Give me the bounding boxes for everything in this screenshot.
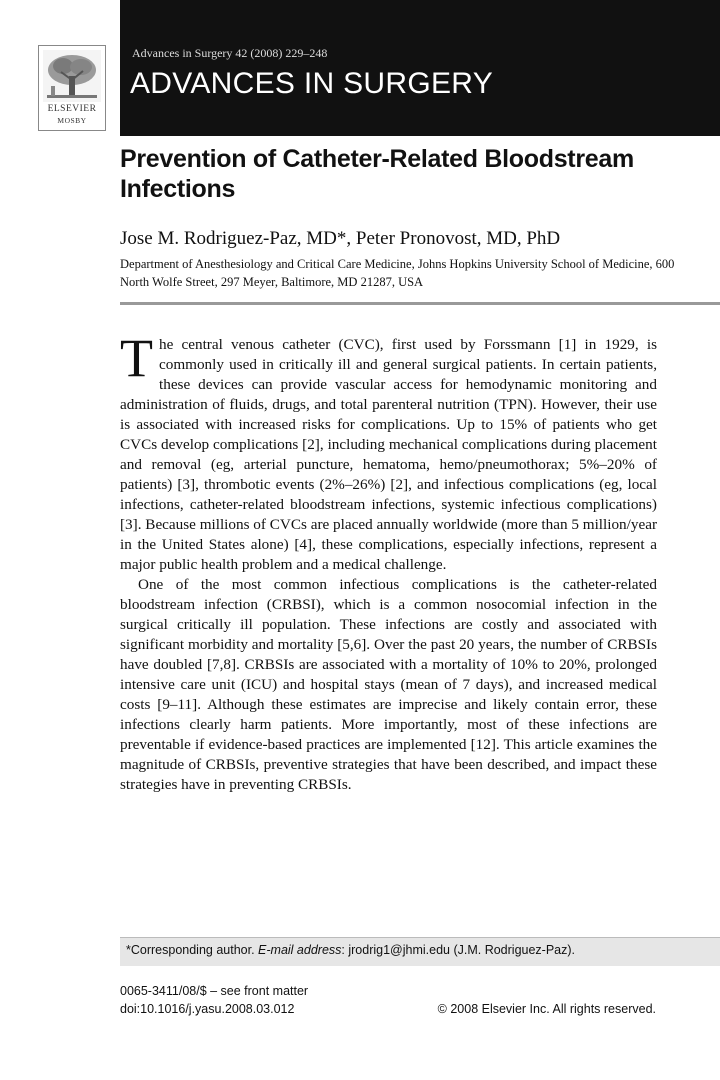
issn-line: 0065-3411/08/$ – see front matter <box>120 984 309 998</box>
journal-header <box>120 0 720 136</box>
journal-citation: Advances in Surgery 42 (2008) 229–248 <box>132 46 328 60</box>
article-authors: Jose M. Rodriguez-Paz, MD*, Peter Pronovost, MD, PhD <box>120 228 561 249</box>
copyright-notice: © 2008 Elsevier Inc. All rights reserved. <box>437 1002 656 1016</box>
article-title: Prevention of Catheter-Related Bloodstream Infections <box>120 145 634 203</box>
footnote-band <box>120 937 720 966</box>
header-divider <box>120 302 720 305</box>
elsevier-tree-icon <box>43 50 101 102</box>
footnote-email: : jrodrig1@jhmi.edu (J.M. Rodriguez-Paz). <box>341 943 576 957</box>
paragraph-1-text: he central venous catheter (CVC), first used by Forssmann [1] in 1929, is commonly used in critically ill and general surgical patients. In certain patients, these devices can provide vascular access for hemodynamic monitoring and administration of fluids, drugs, and total parenteral nutrition (TPN). However, their use is associated with increased risks for complications. Up to 15% of patients who get CVCs develop complications [2], including mechanical complications during placement and removal (eg, arterial puncture, hematoma, hemo/pneumothorax; 5%–20% of patients) [3], thrombotic events (2%–26%) [2], and infectious complications (eg, local infections, catheter-related bloodstream infections, systemic infectious complications) [3]. Because millions of CVCs are placed annually worldwide (more than 5 million/year in the United States alone) [4], these complications, especially infections, represent a major public health problem and a medical challenge. <box>120 336 657 573</box>
footnote-prefix: *Corresponding author. <box>126 943 259 957</box>
publisher-logo <box>38 45 106 131</box>
paragraph-2: One of the most common infectious complications is the catheter-related bloodstream infection (CRBSI), which is a common nosocomial infection in the surgical critically ill population. These infections are costly and associated with significant morbidity and mortality [5,6]. Over the past 20 years, the number of CRBSIs have doubled [7,8]. CRBSIs are associated with a mortality of 10% to 20%, prolonged intensive care unit (ICU) and hospital stays (mean of 7 days), and increased medical costs [9–11]. Although these estimates are imprecise and likely contain error, these infections clearly harm patients. More importantly, most of these infections are preventable if evidence-based practices are implemented [12]. This article examines the magnitude of CRBSIs, preventive strategies that have been described, and impact these strategies have in preventing CRBSIs. <box>120 576 657 793</box>
footnote-email-label: E-mail address <box>258 943 342 957</box>
article-body <box>120 328 657 795</box>
corresponding-author-footnote <box>126 943 575 957</box>
doi-link[interactable]: doi:10.1016/j.yasu.2008.03.012 <box>120 1002 295 1016</box>
author-affiliation: Department of Anesthesiology and Critical Care Medicine, Johns Hopkins University School of Medicine, 600 North Wolfe Street, 297 Meyer, Baltimore, MD 21287, USA <box>120 257 675 289</box>
paragraph-1 <box>120 328 657 575</box>
drop-cap: T <box>120 328 153 388</box>
journal-name: ADVANCES IN SURGERY <box>130 67 494 100</box>
logo-elsevier-text: ELSEVIER <box>47 104 97 114</box>
logo-mosby-text: MOSBY <box>57 116 87 125</box>
